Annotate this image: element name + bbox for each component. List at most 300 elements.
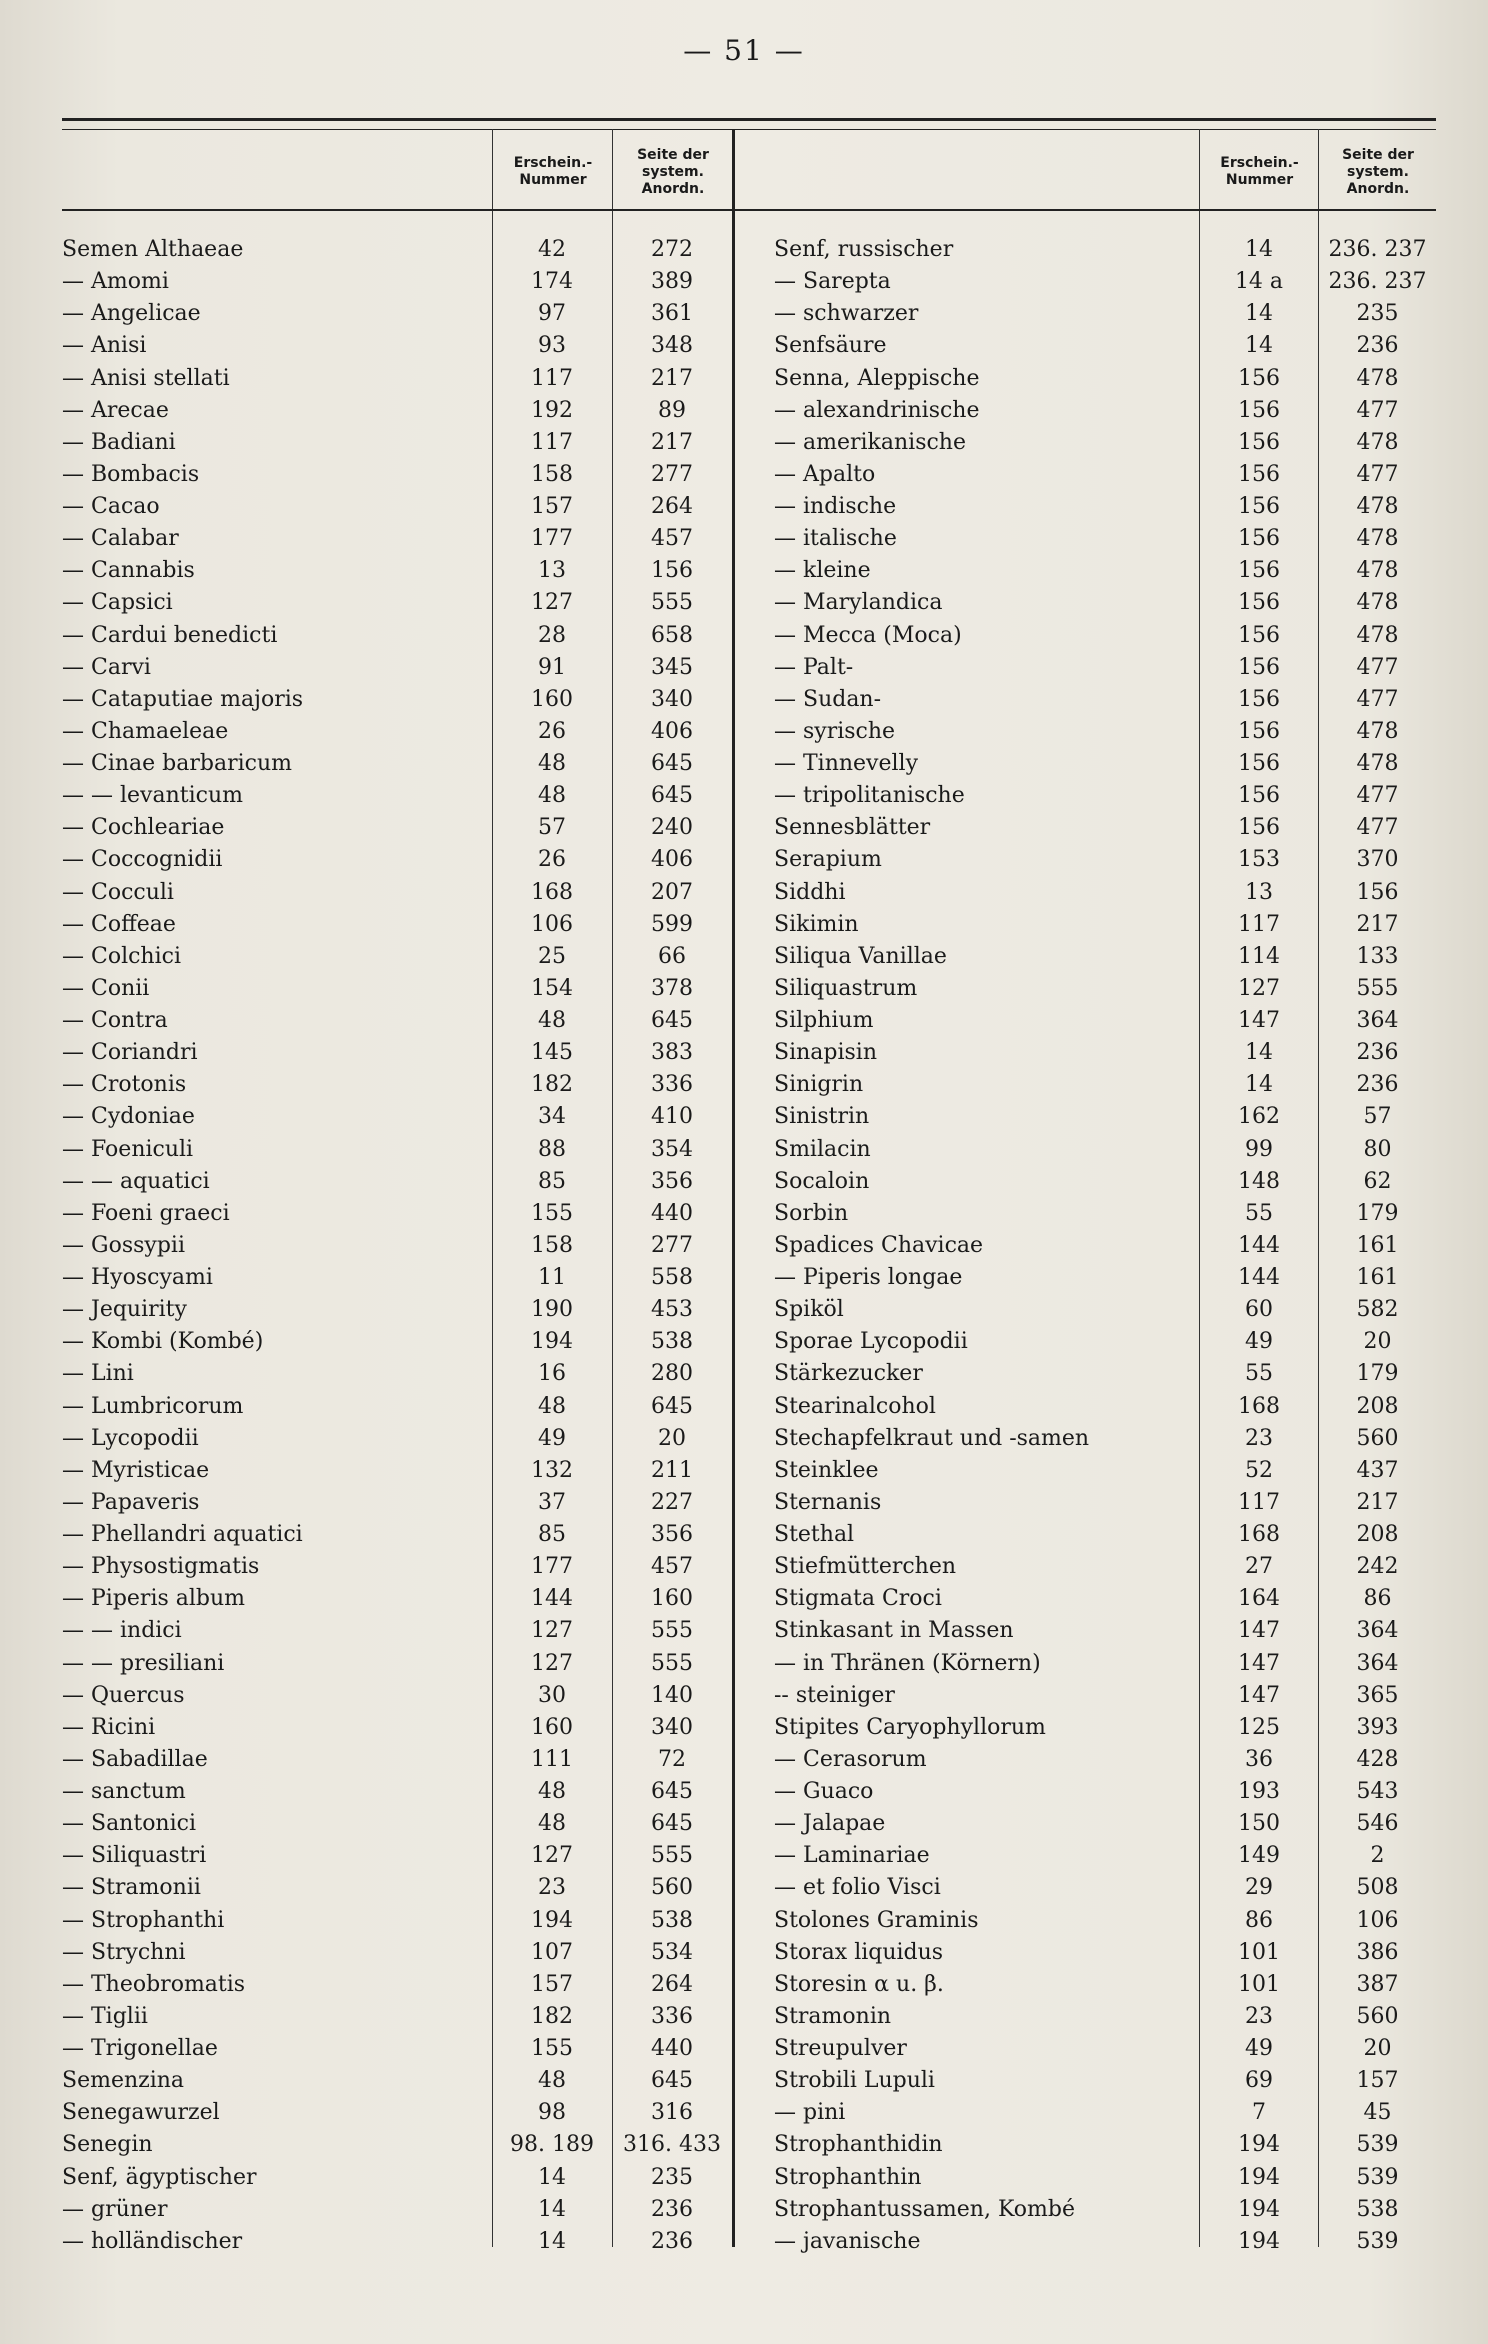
entry-name: — indische — [774, 494, 897, 519]
entry-name: Senna, Aleppische — [774, 365, 980, 391]
header-text: Anordn. — [1346, 180, 1410, 197]
entry-name: — — indici — [62, 1618, 182, 1644]
index-row — [774, 2001, 1436, 2033]
entry-name: Strophanthidin — [774, 2132, 943, 2158]
entry-page: 645 — [651, 2068, 693, 2094]
index-row — [62, 363, 732, 395]
entry-number: 26 — [538, 847, 566, 873]
entry-page: 478 — [1356, 558, 1399, 584]
entry-name: — Hyoscyami — [62, 1265, 213, 1290]
entry-number: 144 — [531, 1586, 573, 1612]
entry-page: 264 — [651, 494, 693, 519]
index-row — [62, 684, 732, 716]
index-row — [62, 1294, 732, 1326]
entry-number: 98 — [538, 2100, 566, 2126]
entry-number: 155 — [531, 1200, 573, 1226]
entry-name: Stigmata Croci — [774, 1586, 942, 1612]
entry-name: Stiefmütterchen — [774, 1554, 957, 1580]
entry-page: 356 — [651, 1522, 693, 1547]
index-row — [62, 1872, 732, 1904]
index-row — [774, 1166, 1436, 1198]
entry-number: 28 — [538, 622, 566, 648]
entry-name: — Apalto — [774, 461, 876, 487]
entry-page: 179 — [1356, 1361, 1399, 1387]
entry-number: 101 — [1238, 1971, 1280, 1997]
entry-number: 69 — [1245, 2068, 1273, 2094]
entry-name: Siddhi — [774, 879, 846, 905]
entry-page: 478 — [1356, 365, 1399, 391]
index-row — [774, 1551, 1436, 1583]
index-row — [774, 1905, 1436, 1937]
entry-name: — Trigonellae — [62, 2036, 218, 2061]
entry-page: 645 — [651, 1811, 693, 1837]
entry-number: 37 — [538, 1489, 566, 1515]
entry-number: 30 — [538, 1682, 566, 1708]
entry-page: 555 — [651, 1618, 693, 1644]
entry-name: Semen Althaeae — [62, 237, 244, 262]
entry-name: -- steiniger — [774, 1682, 895, 1708]
entry-number: 98. 189 — [510, 2132, 594, 2158]
entry-name: Stechapfelkraut und -samen — [774, 1425, 1090, 1451]
top-rule-thin — [62, 129, 1436, 130]
entry-page: 277 — [651, 461, 693, 487]
entry-page: 340 — [651, 1714, 693, 1740]
entry-number: 117 — [1238, 911, 1280, 937]
header-text: Erschein.- — [1220, 155, 1299, 171]
header-text: Nummer — [519, 172, 587, 188]
index-row — [62, 2129, 732, 2161]
index-row — [774, 620, 1436, 652]
entry-name: — Colchici — [62, 943, 181, 969]
entry-name: Silphium — [774, 1008, 874, 1033]
entry-page: 345 — [651, 654, 693, 680]
header-text: Nummer — [1225, 172, 1294, 188]
entry-number: 125 — [1238, 1714, 1280, 1740]
entry-number: 156 — [1238, 365, 1280, 391]
entry-number: 156 — [1238, 429, 1280, 455]
top-rule — [62, 118, 1436, 121]
index-row — [774, 2226, 1436, 2258]
entry-name: — Lumbricorum — [62, 1393, 244, 1419]
entry-number: 27 — [1245, 1554, 1273, 1580]
index-row — [774, 1391, 1436, 1423]
entry-number: 14 — [1245, 1072, 1273, 1098]
entry-page: 440 — [651, 1200, 693, 1226]
entry-number: 57 — [538, 815, 566, 841]
entry-page: 20 — [658, 1425, 686, 1451]
entry-name: — tripolitanische — [774, 783, 965, 809]
entry-page: 393 — [1356, 1714, 1399, 1740]
entry-name: — Cannabis — [62, 558, 195, 584]
entry-page: 457 — [651, 1554, 693, 1580]
entry-page: 242 — [1356, 1554, 1399, 1580]
entry-page: 217 — [1356, 1489, 1399, 1515]
header-text: system. — [1347, 163, 1409, 180]
entry-number: 177 — [531, 526, 573, 552]
entry-name: — Theobromatis — [62, 1971, 246, 1997]
entry-page: 240 — [651, 815, 693, 841]
entry-name: Strophanthin — [774, 2164, 922, 2190]
entry-name: Sennesblätter — [774, 815, 931, 841]
entry-name: — Calabar — [62, 526, 179, 552]
header-text: Seite der — [637, 146, 709, 163]
index-row — [774, 844, 1436, 876]
entry-number: 147 — [1238, 1650, 1280, 1676]
entry-number: 194 — [1238, 2228, 1280, 2254]
index-row — [62, 1776, 732, 1808]
index-row — [62, 2162, 732, 2194]
index-row — [62, 523, 732, 555]
entry-number: 182 — [531, 1072, 573, 1098]
entry-name: — Carvi — [62, 654, 151, 680]
entry-number: 13 — [1245, 879, 1273, 905]
entry-page: 558 — [651, 1265, 693, 1290]
entry-number: 25 — [538, 943, 566, 969]
entry-name: — Foeniculi — [62, 1136, 194, 1162]
index-row — [62, 844, 732, 876]
left-name-divider — [492, 129, 493, 217]
entry-page: 370 — [1356, 847, 1399, 873]
entry-name: Semenzina — [62, 2068, 185, 2094]
index-row — [62, 587, 732, 619]
entry-number: 194 — [531, 1907, 573, 1933]
entry-name: Serapium — [774, 847, 882, 873]
entry-page: 555 — [651, 1650, 693, 1676]
index-row — [774, 748, 1436, 780]
entry-name: Streupulver — [774, 2036, 907, 2061]
index-row — [774, 1840, 1436, 1872]
entry-name: Senf, ägyptischer — [62, 2164, 257, 2190]
entry-name: — Siliquastri — [62, 1843, 207, 1869]
index-row — [62, 1005, 732, 1037]
entry-number: 36 — [1245, 1746, 1273, 1772]
entry-name: — Cacao — [62, 494, 160, 519]
index-row — [774, 1101, 1436, 1133]
entry-page: 340 — [651, 686, 693, 712]
entry-name: — Palt- — [774, 654, 854, 680]
entry-page: 348 — [651, 333, 693, 359]
entry-name: Sorbin — [774, 1200, 849, 1226]
entry-page: 264 — [651, 1971, 693, 1997]
index-row — [62, 877, 732, 909]
index-row — [774, 2065, 1436, 2097]
entry-name: Sporae Lycopodii — [774, 1329, 968, 1355]
header-bottom-rule — [62, 209, 1436, 211]
entry-page: 478 — [1356, 494, 1399, 519]
entry-page: 179 — [1356, 1200, 1399, 1226]
entry-number: 127 — [531, 1843, 573, 1869]
entry-page: 235 — [651, 2164, 693, 2190]
index-row — [62, 1615, 732, 1647]
entry-page: 80 — [1363, 1136, 1392, 1162]
index-row — [62, 1262, 732, 1294]
entry-name: Sinigrin — [774, 1072, 864, 1098]
entry-name: — — presiliani — [62, 1650, 225, 1676]
entry-page: 410 — [651, 1104, 693, 1130]
entry-name: Stramonin — [774, 2003, 892, 2029]
index-row — [62, 1808, 732, 1840]
entry-name: — Coffeae — [62, 911, 176, 937]
entry-number: 147 — [1238, 1618, 1280, 1644]
entry-page: 365 — [1356, 1682, 1399, 1708]
index-row — [774, 330, 1436, 362]
entry-name: — Lycopodii — [62, 1425, 199, 1451]
entry-number: 156 — [1238, 751, 1280, 776]
entry-name: — Lini — [62, 1361, 134, 1387]
entry-number: 14 — [1245, 333, 1273, 359]
entry-name: — — aquatici — [62, 1168, 210, 1194]
entry-page: 140 — [651, 1682, 693, 1708]
entry-page: 478 — [1356, 718, 1399, 744]
entry-page: 658 — [651, 622, 693, 648]
entry-page: 387 — [1356, 1971, 1399, 1997]
index-row — [774, 1776, 1436, 1808]
entry-name: — sanctum — [62, 1779, 186, 1804]
entry-page: 62 — [1363, 1168, 1392, 1194]
entry-page: 277 — [651, 1232, 693, 1258]
entry-page: 208 — [1356, 1522, 1399, 1547]
index-row — [774, 973, 1436, 1005]
entry-page: 354 — [651, 1136, 693, 1162]
entry-name: Siliquastrum — [774, 975, 918, 1001]
index-row — [774, 941, 1436, 973]
entry-name: — Jalapae — [774, 1811, 886, 1837]
entry-number: 156 — [1238, 526, 1280, 552]
index-row — [62, 1680, 732, 1712]
entry-page: 645 — [651, 751, 693, 776]
index-row — [774, 395, 1436, 427]
entry-name: — Guaco — [774, 1779, 874, 1804]
entry-page: 280 — [651, 1361, 693, 1387]
entry-page: 86 — [1363, 1586, 1392, 1612]
entry-name: Sinapisin — [774, 1040, 878, 1066]
entry-number: 156 — [1238, 622, 1280, 648]
index-row — [774, 1615, 1436, 1647]
entry-page: 66 — [658, 943, 686, 969]
index-row — [774, 555, 1436, 587]
entry-number: 55 — [1245, 1200, 1273, 1226]
entry-name: Senfsäure — [774, 333, 887, 359]
entry-name: — in Thränen (Körnern) — [774, 1650, 1041, 1676]
entry-page: 645 — [651, 783, 693, 809]
entry-name: — Sabadillae — [62, 1746, 208, 1772]
index-row — [774, 1455, 1436, 1487]
entry-page: 316. 433 — [623, 2132, 721, 2158]
entry-name: Storesin α u. β. — [774, 1971, 944, 1997]
index-row — [62, 780, 732, 812]
entry-name: Spadices Chavicae — [774, 1232, 984, 1258]
entry-name: — Conii — [62, 975, 150, 1001]
entry-page: 477 — [1356, 686, 1399, 712]
index-row — [774, 1230, 1436, 1262]
entry-number: 156 — [1238, 815, 1280, 841]
entry-number: 117 — [1238, 1489, 1280, 1515]
entry-number: 156 — [1238, 494, 1280, 519]
entry-number: 156 — [1238, 654, 1280, 680]
entry-number: 85 — [538, 1522, 566, 1547]
entry-name: Storax liquidus — [774, 1939, 944, 1965]
entry-number: 194 — [531, 1329, 573, 1355]
entry-name: Stipites Caryophyllorum — [774, 1714, 1046, 1740]
entry-name: Stearinalcohol — [774, 1393, 936, 1419]
entry-number: 14 — [1245, 1040, 1273, 1066]
entry-number: 23 — [538, 1875, 566, 1901]
entry-number: 14 — [538, 2196, 566, 2222]
entry-number: 155 — [531, 2036, 573, 2061]
header-erschein-right — [1201, 138, 1318, 206]
index-row — [774, 1872, 1436, 1904]
index-row — [62, 1840, 732, 1872]
entry-number: 157 — [531, 494, 573, 519]
entry-name: — Tinnevelly — [774, 751, 919, 776]
entry-name: — Cardui benedicti — [62, 622, 278, 648]
entry-page: 356 — [651, 1168, 693, 1194]
index-row — [774, 2097, 1436, 2129]
entry-page: 538 — [651, 1329, 693, 1355]
index-row — [774, 877, 1436, 909]
entry-page: 236 — [1356, 1072, 1399, 1098]
center-divider — [732, 129, 735, 2247]
entry-number: 158 — [531, 1232, 573, 1258]
entry-number: 117 — [531, 365, 573, 391]
entry-number: 99 — [1245, 1136, 1273, 1162]
entry-page: 227 — [651, 1489, 693, 1515]
entry-name: — Cydoniae — [62, 1104, 195, 1130]
index-row — [774, 1519, 1436, 1551]
index-row — [774, 2033, 1436, 2065]
entry-name: Strophantussamen, Kombé — [774, 2196, 1076, 2222]
entry-number: 194 — [1238, 2132, 1280, 2158]
index-row — [62, 555, 732, 587]
index-row — [62, 1551, 732, 1583]
entry-page: 437 — [1356, 1457, 1399, 1483]
entry-number: 194 — [1238, 2196, 1280, 2222]
entry-number: 48 — [538, 783, 566, 809]
index-row — [774, 1487, 1436, 1519]
entry-number: 7 — [1252, 2100, 1266, 2126]
entry-page: 582 — [1356, 1297, 1399, 1323]
entry-number: 13 — [538, 558, 566, 584]
entry-name: — Anisi — [62, 333, 147, 359]
entry-name: — Strophanthi — [62, 1907, 225, 1933]
index-row — [62, 1101, 732, 1133]
header-text: Seite der — [1342, 146, 1414, 163]
entry-name: — alexandrinische — [774, 397, 980, 423]
entry-page: 539 — [1356, 2164, 1399, 2190]
entry-number: 154 — [531, 975, 573, 1001]
entry-name: — Laminariae — [774, 1843, 930, 1869]
entry-number: 160 — [531, 1714, 573, 1740]
index-row — [774, 1937, 1436, 1969]
entry-page: 645 — [651, 1393, 693, 1419]
entry-page: 57 — [1363, 1104, 1392, 1130]
entry-page: 645 — [651, 1008, 693, 1033]
entry-page: 538 — [651, 1907, 693, 1933]
entry-page: 211 — [651, 1457, 693, 1483]
entry-name: Senegawurzel — [62, 2100, 220, 2126]
entry-page: 236. 237 — [1328, 269, 1427, 295]
entry-name: — holländischer — [62, 2228, 243, 2254]
entry-number: 52 — [1245, 1457, 1273, 1483]
index-row — [62, 620, 732, 652]
entry-name: — Coriandri — [62, 1040, 198, 1066]
entry-page: 217 — [651, 365, 693, 391]
entry-number: 177 — [531, 1554, 573, 1580]
index-row — [774, 1583, 1436, 1615]
entry-name: Stethal — [774, 1522, 855, 1547]
entry-page: 133 — [1356, 943, 1399, 969]
entry-number: 11 — [538, 1265, 566, 1290]
index-row — [62, 1969, 732, 2001]
entry-page: 336 — [651, 2003, 693, 2029]
entry-page: 539 — [1356, 2228, 1399, 2254]
index-row — [774, 298, 1436, 330]
entry-page: 534 — [651, 1939, 693, 1965]
index-row — [774, 1744, 1436, 1776]
entry-name: — — levanticum — [62, 783, 243, 809]
index-row — [62, 395, 732, 427]
index-row — [774, 780, 1436, 812]
entry-number: 14 a — [1234, 269, 1284, 295]
entry-number: 48 — [538, 1393, 566, 1419]
entry-name: — pini — [774, 2100, 846, 2126]
entry-number: 34 — [538, 1104, 566, 1130]
entry-number: 168 — [531, 879, 573, 905]
index-row — [62, 1744, 732, 1776]
entry-page: 478 — [1356, 526, 1399, 552]
entry-number: 156 — [1238, 590, 1280, 616]
entry-page: 457 — [651, 526, 693, 552]
index-row — [62, 1519, 732, 1551]
entry-number: 160 — [531, 686, 573, 712]
index-row — [62, 1487, 732, 1519]
entry-name: — et folio Visci — [774, 1875, 941, 1901]
index-row — [62, 330, 732, 362]
index-row — [62, 2226, 732, 2258]
index-row — [774, 1005, 1436, 1037]
index-row — [774, 1648, 1436, 1680]
entry-number: 147 — [1238, 1682, 1280, 1708]
entry-number: 114 — [1238, 943, 1280, 969]
index-row — [774, 716, 1436, 748]
entry-page: 477 — [1356, 654, 1399, 680]
entry-name: — Gossypii — [62, 1232, 185, 1258]
entry-name: — kleine — [774, 558, 871, 584]
entry-page: 364 — [1356, 1618, 1399, 1644]
entry-name: Siliqua Vanillae — [774, 943, 947, 969]
entry-number: 26 — [538, 718, 566, 744]
entry-number: 49 — [1245, 1329, 1273, 1355]
entry-number: 132 — [531, 1457, 573, 1483]
index-row — [774, 2129, 1436, 2161]
index-row — [62, 1037, 732, 1069]
entry-number: 23 — [1245, 2003, 1273, 2029]
index-row — [774, 1808, 1436, 1840]
entry-page: 477 — [1356, 461, 1399, 487]
entry-number: 91 — [538, 654, 566, 680]
entry-number: 85 — [538, 1168, 566, 1194]
entry-number: 49 — [538, 1425, 566, 1451]
entry-name: — Santonici — [62, 1811, 196, 1837]
entry-number: 48 — [538, 1779, 566, 1804]
index-row — [62, 748, 732, 780]
index-row — [62, 266, 732, 298]
index-row — [774, 266, 1436, 298]
entry-name: Sikimin — [774, 911, 859, 937]
index-row — [774, 1294, 1436, 1326]
entry-number: 14 — [538, 2164, 566, 2190]
entry-name: Spiköl — [774, 1297, 844, 1323]
